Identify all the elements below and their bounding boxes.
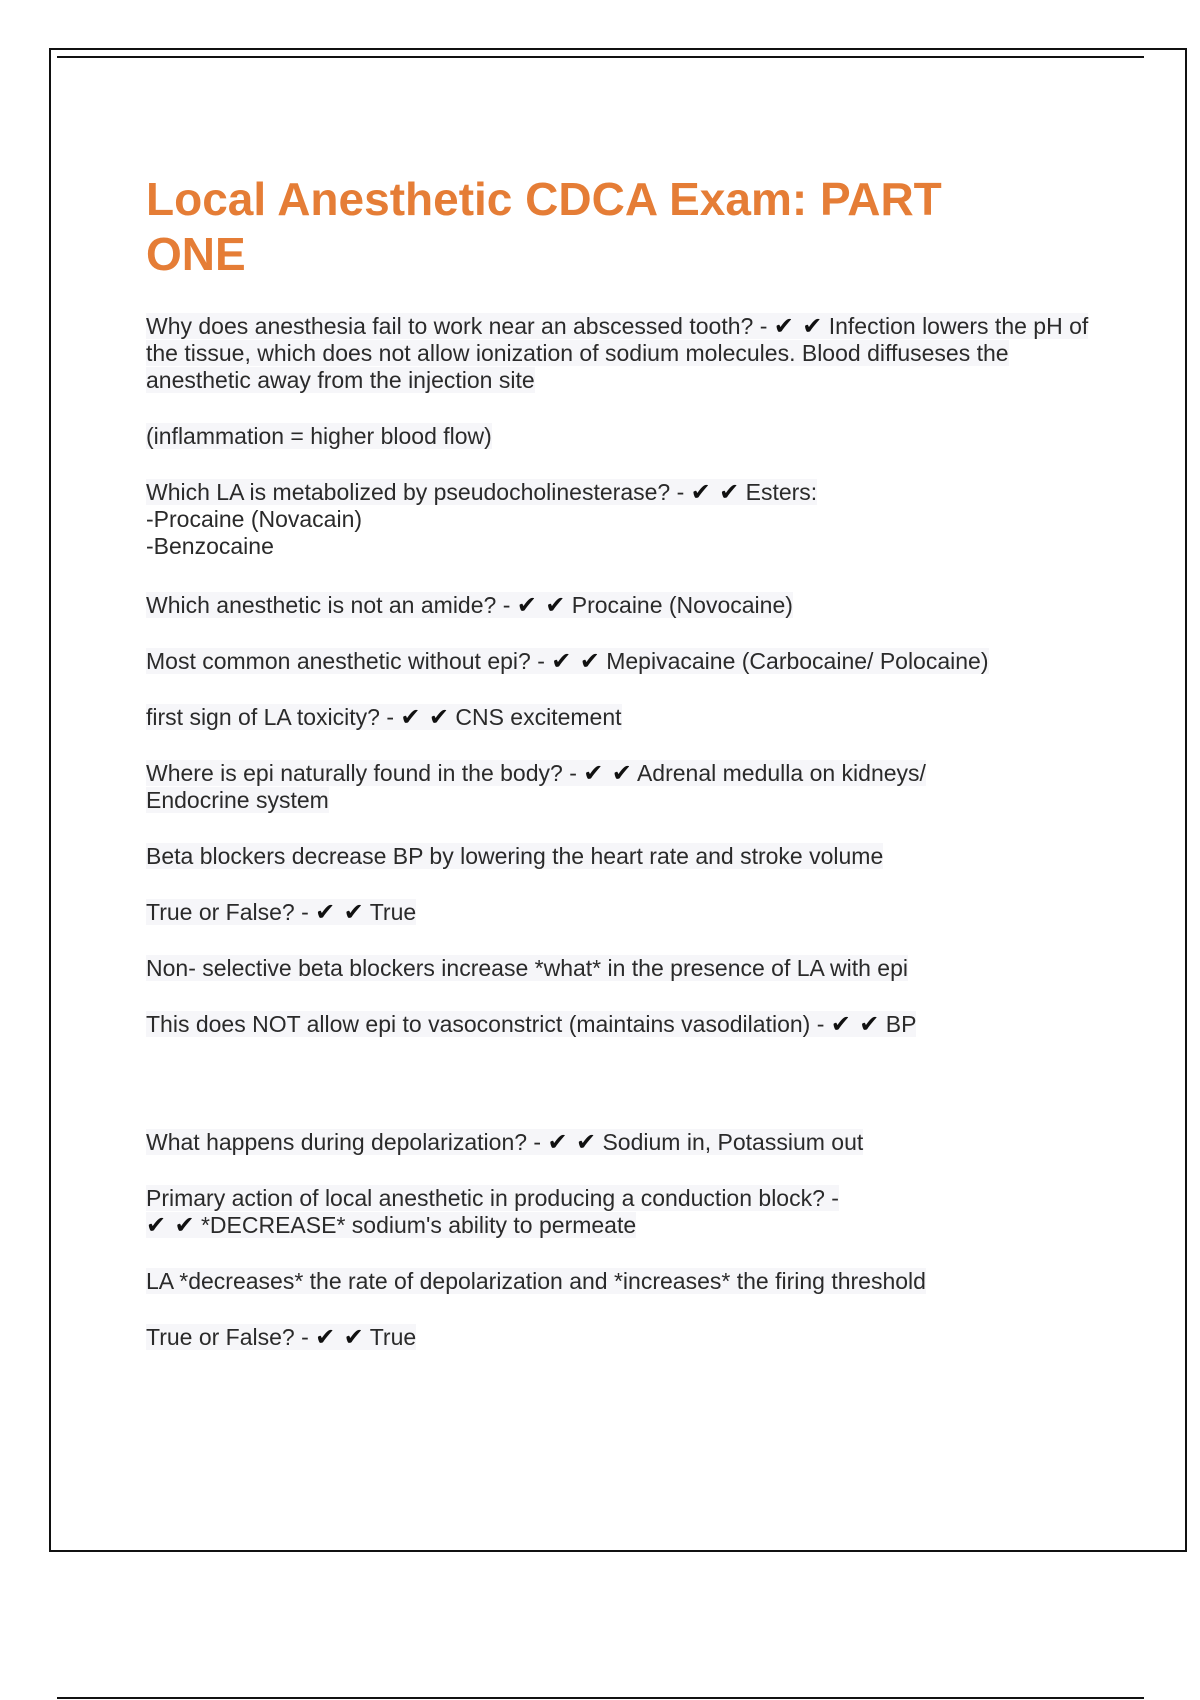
question-text: This does NOT allow epi to vasoconstrict (maintains vasodilation)	[146, 1011, 811, 1037]
qa-item: Why does anesthesia fail to work near an abscessed tooth? - ✔ ✔ Infection lowers the pH of the tissue, which does not allow ionization of sodium molecules. Blood diffuseses the anesthetic away from the injection site	[146, 312, 1089, 393]
answer-text: Esters:	[745, 479, 818, 505]
qa-item: Most common anesthetic without epi? - ✔ ✔ Mepivacaine (Carbocaine/ Polocaine)	[146, 647, 989, 675]
qa-item: Which LA is metabolized by pseudocholinesterase? - ✔ ✔ Esters: -Procaine (Novacain) -Benzocaine	[146, 478, 818, 559]
answer-text: True	[369, 1324, 417, 1350]
double-check-icon: ✔ ✔	[516, 591, 566, 619]
answer-text: Sodium in, Potassium out	[602, 1129, 864, 1155]
question-text: Most common anesthetic without epi?	[146, 648, 531, 674]
statement-text: Beta blockers decrease BP by lowering the heart rate and stroke volume	[146, 843, 884, 869]
answer-text: Mepivacaine (Carbocaine/ Polocaine)	[606, 648, 989, 674]
answer-text: Procaine (Novocaine)	[571, 592, 793, 618]
question-text: Why does anesthesia fail to work near an abscessed tooth?	[146, 313, 754, 339]
question-text: What happens during depolarization?	[146, 1129, 528, 1155]
note-text: (inflammation = higher blood flow)	[146, 423, 492, 449]
double-check-icon: ✔ ✔	[830, 1010, 880, 1038]
statement-text: LA *decreases* the rate of depolarization and *increases* the firing threshold	[146, 1268, 926, 1294]
double-check-icon: ✔ ✔	[547, 1128, 597, 1156]
answer-text: Infection lowers the pH of the tissue, which does not allow ionization of sodium molecules. Blood diffuseses the anesthetic away from the injection site	[146, 313, 1089, 393]
answer-text: Adrenal medulla on kidneys/ Endocrine system	[146, 760, 926, 813]
question-text: Primary action of local anesthetic in producing a conduction block?	[146, 1185, 825, 1211]
question-text: first sign of LA toxicity?	[146, 704, 380, 730]
double-check-icon: ✔ ✔	[583, 759, 632, 787]
double-check-icon: ✔ ✔	[400, 703, 449, 731]
double-check-icon: ✔ ✔	[690, 478, 740, 506]
answer-text: True	[369, 899, 417, 925]
top-divider	[57, 56, 1144, 58]
bottom-divider	[57, 1697, 1144, 1699]
answer-text: *DECREASE* sodium's ability to permeate	[200, 1212, 637, 1238]
question-text: True or False?	[146, 1324, 295, 1350]
qa-item: Which anesthetic is not an amide? - ✔ ✔ Procaine (Novocaine)	[146, 591, 793, 619]
qa-item: True or False? - ✔ ✔ True	[146, 1323, 417, 1351]
qa-item: This does NOT allow epi to vasoconstrict (maintains vasodilation) - ✔ ✔ BP	[146, 1010, 917, 1038]
qa-item: Where is epi naturally found in the body? - ✔ ✔ Adrenal medulla on kidneys/ Endocrine system	[146, 759, 926, 813]
double-check-icon: ✔ ✔	[146, 1211, 195, 1239]
answer-line: -Benzocaine	[146, 533, 274, 559]
qa-item: Primary action of local anesthetic in producing a conduction block? - ✔ ✔ *DECREASE* sodium's ability to permeate	[146, 1185, 839, 1239]
question-text: Where is epi naturally found in the body?	[146, 760, 563, 786]
question-text: True or False?	[146, 899, 295, 925]
question-text: Which LA is metabolized by pseudocholinesterase?	[146, 479, 671, 505]
qa-content	[146, 313, 1096, 1351]
double-check-icon: ✔ ✔	[315, 1323, 364, 1351]
double-check-icon: ✔ ✔	[551, 647, 600, 675]
question-text: Which anesthetic is not an amide?	[146, 592, 497, 618]
statement-text: Non- selective beta blockers increase *what* in the presence of LA with epi	[146, 955, 908, 981]
double-check-icon: ✔ ✔	[773, 312, 823, 340]
double-check-icon: ✔ ✔	[315, 898, 364, 926]
qa-item: What happens during depolarization? - ✔ ✔ Sodium in, Potassium out	[146, 1128, 864, 1156]
qa-item: True or False? - ✔ ✔ True	[146, 898, 417, 926]
answer-text: BP	[885, 1011, 917, 1037]
answer-text: CNS excitement	[455, 704, 622, 730]
answer-line: -Procaine (Novacain)	[146, 506, 363, 532]
qa-item: first sign of LA toxicity? - ✔ ✔ CNS excitement	[146, 703, 622, 731]
document-title: Local Anesthetic CDCA Exam: PART ONE	[146, 173, 942, 280]
